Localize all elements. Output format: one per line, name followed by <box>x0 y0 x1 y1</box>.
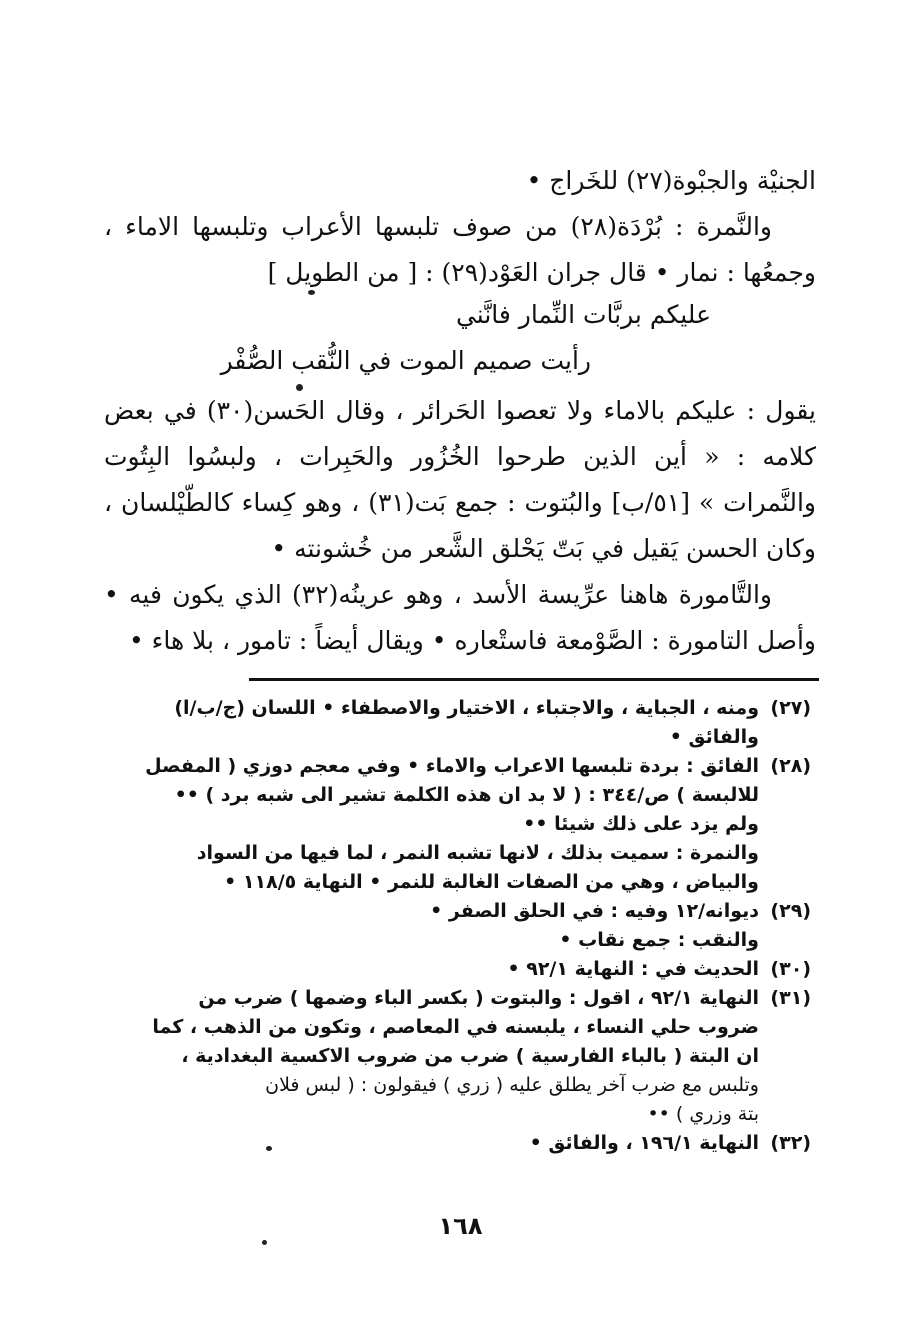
footnote-number: (٢٩) <box>770 900 811 922</box>
footnote-line: والفائق • <box>669 726 759 748</box>
footnote-line: بتة وزري ) •• <box>647 1103 759 1125</box>
footnote-line: والبياض ، وهي من الصفات الغالبة للنمر • النهاية ١١٨/٥ • <box>224 871 759 893</box>
footnote-30 <box>101 955 811 984</box>
ink-speck <box>296 384 303 391</box>
footnote-27 <box>101 694 811 752</box>
footnote-number: (٣٢) <box>770 1132 811 1154</box>
footnotes <box>101 694 811 1158</box>
footnote-line: الفائق : بردة تلبسها الاعراب والاماء • وفي معجم دوزي ( المفصل <box>145 755 759 777</box>
footnote-text <box>101 955 759 984</box>
footnote-text <box>101 752 759 897</box>
footnote-29 <box>101 897 811 955</box>
footnote-number: (٣١) <box>770 987 811 1009</box>
footnote-line: النهاية ٩٢/١ ، اقول : والبتوت ( بكسر الباء وضمها ) ضرب من <box>198 987 759 1009</box>
paragraph-4: والتَّامورة هاهنا عرِّيسة الأسد ، وهو عرينُه(٣٢) الذي يكون فيه • وأصل التامورة : الصَّوْمعة فاستْعاره • ويقال أيضاً : تامور ، بلا هاء • <box>104 580 816 655</box>
ink-speck <box>308 290 315 295</box>
footnote-line: والنمرة : سميت بذلك ، لانها تشبه النمر ، لما فيها من السواد <box>196 842 759 864</box>
poem-line-1: عليكم بربَّات النِّمار فانَّني <box>455 300 711 329</box>
footnote-line: والنقب : جمع نقاب • <box>559 929 759 951</box>
footnote-text <box>101 1129 759 1158</box>
page-number: ١٦٨ <box>438 1212 483 1240</box>
footnote-28 <box>101 752 811 897</box>
footnote-line: النهاية ١٩٦/١ ، والفائق • <box>529 1132 759 1154</box>
footnote-31 <box>101 984 811 1129</box>
footnote-line: الحديث في : النهاية ٩٢/١ • <box>507 958 759 980</box>
ink-speck <box>262 1240 267 1245</box>
ink-speck <box>266 1146 272 1151</box>
footnote-line: ان البتة ( بالباء الفارسية ) ضرب من ضروب الاكسية البغدادية ، <box>181 1045 759 1067</box>
main-text <box>104 158 816 664</box>
footnote-number: (٣٠) <box>770 958 811 980</box>
paragraph-3: يقول : عليكم بالاماء ولا تعصوا الحَرائر ، وقال الحَسن(٣٠) في بعض كلامه : « أين الذين طرحوا الخُزُور والحَبِرات ، ولبسُوا البِتُوت والنَّمرات » [٥١/ب] والبُتوت : جمع بَت(٣١) ، وهو كِساء كالطّيْلسان ، وكان الحسن يَقيل في بَتّ يَحْلق الشَّعر من خُشونته • <box>104 396 816 563</box>
footnote-number: (٢٨) <box>770 755 811 777</box>
footnote-32 <box>101 1129 811 1158</box>
footnote-line: ومنه ، الجباية ، والاجتباء ، الاختيار والاصطفاء • اللسان (ج/ب/ا) <box>174 697 759 719</box>
footnote-line: للالبسة ) ص/٣٤٤ : ( لا بد ان هذه الكلمة تشير الى شبه برد ) •• <box>174 784 759 806</box>
footnote-text <box>101 694 759 752</box>
footnote-line: ولم يزد على ذلك شيئا •• <box>523 813 759 835</box>
footnote-divider <box>249 678 819 681</box>
footnote-text <box>101 984 759 1129</box>
footnote-line: وتلبس مع ضرب آخر يطلق عليه ( زري ) فيقولون : ( لبس فلان <box>265 1074 759 1096</box>
paragraph-2: والنَّمرة : بُرْدَة(٢٨) من صوف تلبسها الأعراب وتلبسها الاماء ، وجمعُها : نمار • قال جران العَوْد(٢٩) : [ من الطويل ] <box>104 212 816 287</box>
footnote-line: ضروب حلي النساء ، يلبسنه في المعاصم ، وتكون من الذهب ، كما <box>152 1016 759 1038</box>
poem-line-2: رأيت صميم الموت في النُّقب الصُّفْر <box>220 346 591 375</box>
footnote-text <box>101 897 759 955</box>
paragraph-1: الجنيْة والجبْوة(٢٧) للخَراج • <box>526 166 816 195</box>
footnote-number: (٢٧) <box>770 697 811 719</box>
footnote-line: ديوانه/١٢ وفيه : في الحلق الصفر • <box>430 900 759 922</box>
